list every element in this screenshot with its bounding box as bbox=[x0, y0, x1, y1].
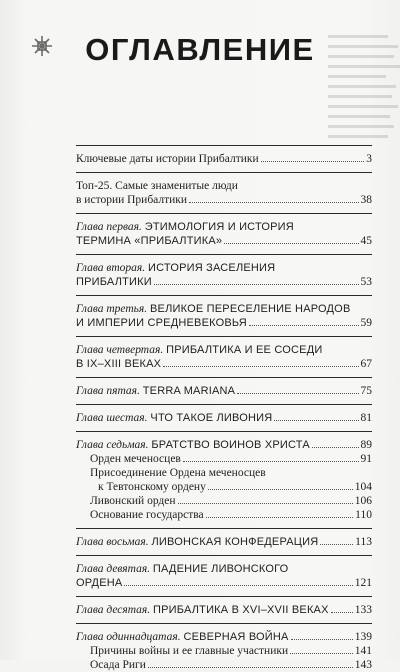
entry-title-line: ПАДЕНИЕ ЛИВОНСКОГО bbox=[152, 563, 289, 575]
entry-separator bbox=[76, 145, 372, 146]
page-number: 113 bbox=[355, 536, 372, 548]
toc-entry-row bbox=[76, 275, 372, 289]
entry-title-wrap bbox=[76, 603, 329, 617]
entry-title-wrap bbox=[76, 508, 204, 522]
chapter-prefix: Глава вторая. bbox=[76, 262, 146, 274]
leader-dots bbox=[208, 489, 353, 490]
table-of-contents bbox=[76, 139, 372, 672]
leader-dots bbox=[154, 284, 359, 285]
entry-separator bbox=[76, 213, 372, 214]
page-number: 91 bbox=[360, 453, 372, 465]
entry-title-wrap bbox=[76, 535, 318, 549]
toc-entry-line bbox=[76, 343, 372, 357]
entry-title-line: ПРИБАЛТИКА И ЕЕ СОСЕДИ bbox=[166, 344, 323, 356]
toc-entry-row bbox=[76, 603, 372, 617]
entry-title: Ливонский орден bbox=[90, 495, 176, 507]
page-number: 110 bbox=[355, 509, 372, 521]
page-number: 139 bbox=[354, 631, 372, 643]
entry-title-wrap bbox=[76, 644, 288, 658]
entry-title: к Тевтонскому ордену bbox=[98, 481, 206, 493]
toc-entry-row bbox=[76, 357, 372, 371]
entry-separator bbox=[76, 623, 372, 624]
toc-subentry bbox=[76, 452, 372, 466]
leader-dots bbox=[163, 366, 358, 367]
entry-title-line: Топ-25. Самые знаменитые люди bbox=[76, 180, 238, 192]
chapter-prefix: Глава одиннадцатая. bbox=[76, 631, 181, 643]
entry-title: ЛИВОНСКАЯ КОНФЕДЕРАЦИЯ bbox=[151, 536, 319, 548]
entry-title-wrap bbox=[76, 357, 161, 371]
entry-title: Основание государства bbox=[90, 509, 204, 521]
entry-title: ТЕРМИНА «ПРИБАЛТИКА» bbox=[76, 235, 223, 247]
entry-separator bbox=[76, 336, 372, 337]
page-number: 121 bbox=[354, 577, 372, 589]
entry-title: ЧТО ТАКОЕ ЛИВОНИЯ bbox=[150, 412, 273, 424]
toc-subentry bbox=[76, 494, 372, 508]
toc-entry-line bbox=[76, 466, 372, 480]
page-number: 3 bbox=[366, 153, 372, 165]
entry-title-wrap bbox=[76, 494, 176, 508]
toc-entry-line bbox=[76, 220, 372, 234]
page-number: 45 bbox=[360, 235, 372, 247]
entry-separator bbox=[76, 528, 372, 529]
toc-entry bbox=[76, 603, 372, 617]
leader-dots bbox=[320, 544, 353, 545]
leader-dots bbox=[178, 503, 353, 504]
toc-entry-row bbox=[76, 152, 372, 166]
leader-dots bbox=[249, 325, 359, 326]
entry-separator bbox=[76, 254, 372, 255]
chapter-prefix: Глава седьмая. bbox=[76, 439, 149, 451]
leader-dots bbox=[237, 393, 358, 394]
toc-entry-row bbox=[76, 193, 372, 207]
entry-title: В IX–XIII ВЕКАХ bbox=[76, 358, 162, 370]
toc-entry bbox=[76, 411, 372, 425]
page-number: 143 bbox=[354, 659, 372, 671]
entry-title-line: ВЕЛИКОЕ ПЕРЕСЕЛЕНИЕ НАРОДОВ bbox=[150, 303, 351, 315]
entry-separator bbox=[76, 172, 372, 173]
leader-dots bbox=[274, 420, 358, 421]
entry-title-line: Присоединение Ордена меченосцев bbox=[90, 467, 266, 479]
entry-title-wrap bbox=[76, 384, 235, 398]
entry-title: Осада Риги bbox=[90, 659, 146, 671]
chapter-prefix: Глава пятая. bbox=[76, 385, 140, 397]
chapter-prefix: Глава третья. bbox=[76, 303, 148, 315]
toc-entry-row bbox=[76, 411, 372, 425]
entry-title-wrap bbox=[76, 658, 146, 672]
chapter-prefix: Глава шестая. bbox=[76, 412, 148, 424]
toc-entry-row bbox=[76, 508, 372, 522]
page-number: 133 bbox=[354, 604, 372, 616]
toc-entry bbox=[76, 562, 372, 590]
entry-title: И ИМПЕРИИ СРЕДНЕВЕКОВЬЯ bbox=[76, 317, 247, 329]
toc-entry-row bbox=[76, 480, 372, 494]
leader-dots bbox=[291, 639, 353, 640]
entry-title-wrap bbox=[76, 411, 272, 425]
toc-entry-row bbox=[76, 658, 372, 672]
entry-separator bbox=[76, 596, 372, 597]
page-title: ОГЛАВЛЕНИЕ bbox=[85, 32, 315, 67]
toc-entry bbox=[76, 220, 372, 248]
page-number: 67 bbox=[360, 358, 372, 370]
page-number: 53 bbox=[360, 276, 372, 288]
toc-entry bbox=[76, 535, 372, 549]
leader-dots bbox=[261, 161, 365, 162]
toc-entry bbox=[76, 152, 372, 166]
toc-entry-row bbox=[76, 316, 372, 330]
entry-separator bbox=[76, 431, 372, 432]
leader-dots bbox=[206, 517, 354, 518]
toc-entry bbox=[76, 343, 372, 371]
chapter-prefix: Глава четвертая. bbox=[76, 344, 164, 356]
toc-entry-line bbox=[76, 562, 372, 576]
page-number: 59 bbox=[360, 317, 372, 329]
entry-separator bbox=[76, 404, 372, 405]
page-number: 75 bbox=[360, 385, 372, 397]
toc-entry-row bbox=[76, 576, 372, 590]
entry-title-wrap bbox=[76, 576, 122, 590]
entry-title-wrap bbox=[76, 480, 206, 494]
toc-entry bbox=[76, 179, 372, 207]
toc-entry bbox=[76, 630, 372, 644]
page-number: 141 bbox=[354, 645, 372, 657]
page-number: 38 bbox=[360, 194, 372, 206]
entry-separator bbox=[76, 555, 372, 556]
entry-title: ОРДЕНА bbox=[76, 577, 123, 589]
toc-entry bbox=[76, 384, 372, 398]
toc-entry-row bbox=[76, 494, 372, 508]
toc-subentry bbox=[76, 508, 372, 522]
page-number: 81 bbox=[360, 412, 372, 424]
entry-title-wrap bbox=[76, 193, 187, 207]
leader-dots bbox=[124, 585, 352, 586]
page-number: 104 bbox=[354, 481, 372, 493]
toc-entry-row bbox=[76, 384, 372, 398]
entry-separator bbox=[76, 377, 372, 378]
toc-entry-row bbox=[76, 630, 372, 644]
entry-title-wrap bbox=[76, 152, 259, 166]
leader-dots bbox=[189, 202, 358, 203]
entry-title-wrap bbox=[76, 275, 152, 289]
toc-entry-line bbox=[76, 302, 372, 316]
chapter-prefix: Глава первая. bbox=[76, 221, 142, 233]
toc-entry-row bbox=[76, 535, 372, 549]
toc-subentry bbox=[76, 658, 372, 672]
leader-dots bbox=[331, 612, 353, 613]
entry-title-line: ЭТИМОЛОГИЯ И ИСТОРИЯ bbox=[144, 221, 294, 233]
toc-entry-row bbox=[76, 644, 372, 658]
entry-title: в истории Прибалтики bbox=[76, 194, 188, 206]
entry-title: ПРИБАЛТИКА В XVI–XVII ВЕКАХ bbox=[153, 604, 329, 616]
toc-entry-row bbox=[76, 438, 372, 452]
entry-title: БРАТСТВО ВОИНОВ ХРИСТА bbox=[151, 439, 310, 451]
toc-entry-row bbox=[76, 452, 372, 466]
toc-subentry bbox=[76, 644, 372, 658]
entry-title: TERRA MARIANA bbox=[142, 385, 236, 397]
leader-dots bbox=[312, 447, 359, 448]
entry-title: Причины войны и ее главные участники bbox=[90, 645, 289, 657]
chapter-prefix: Глава десятая. bbox=[76, 604, 151, 616]
entry-title: Ключевые даты истории Прибалтики bbox=[76, 153, 259, 165]
leader-dots bbox=[148, 667, 353, 668]
entry-title-wrap bbox=[76, 630, 289, 644]
entry-title: СЕВЕРНАЯ ВОЙНА bbox=[183, 631, 289, 643]
entry-title: ПРИБАЛТИКИ bbox=[76, 276, 152, 288]
toc-entry bbox=[76, 302, 372, 330]
entry-separator bbox=[76, 295, 372, 296]
leader-dots bbox=[290, 653, 353, 654]
entry-title-wrap bbox=[76, 452, 181, 466]
page-number: 106 bbox=[354, 495, 372, 507]
page-number: 89 bbox=[360, 439, 372, 451]
entry-title-wrap bbox=[76, 438, 310, 452]
toc-entry bbox=[76, 438, 372, 452]
toc-entry-line bbox=[76, 179, 372, 193]
toc-entry-line bbox=[76, 261, 372, 275]
entry-title-line: ИСТОРИЯ ЗАСЕЛЕНИЯ bbox=[148, 262, 276, 274]
entry-title-wrap bbox=[76, 234, 222, 248]
chapter-prefix: Глава восьмая. bbox=[76, 536, 149, 548]
entry-title-wrap bbox=[76, 316, 247, 330]
toc-entry-row bbox=[76, 234, 372, 248]
toc-entry bbox=[76, 261, 372, 289]
entry-title: Орден меченосцев bbox=[90, 453, 181, 465]
leader-dots bbox=[183, 461, 359, 462]
leader-dots bbox=[224, 243, 358, 244]
toc-subentry bbox=[76, 466, 372, 494]
chapter-prefix: Глава девятая. bbox=[76, 563, 151, 575]
